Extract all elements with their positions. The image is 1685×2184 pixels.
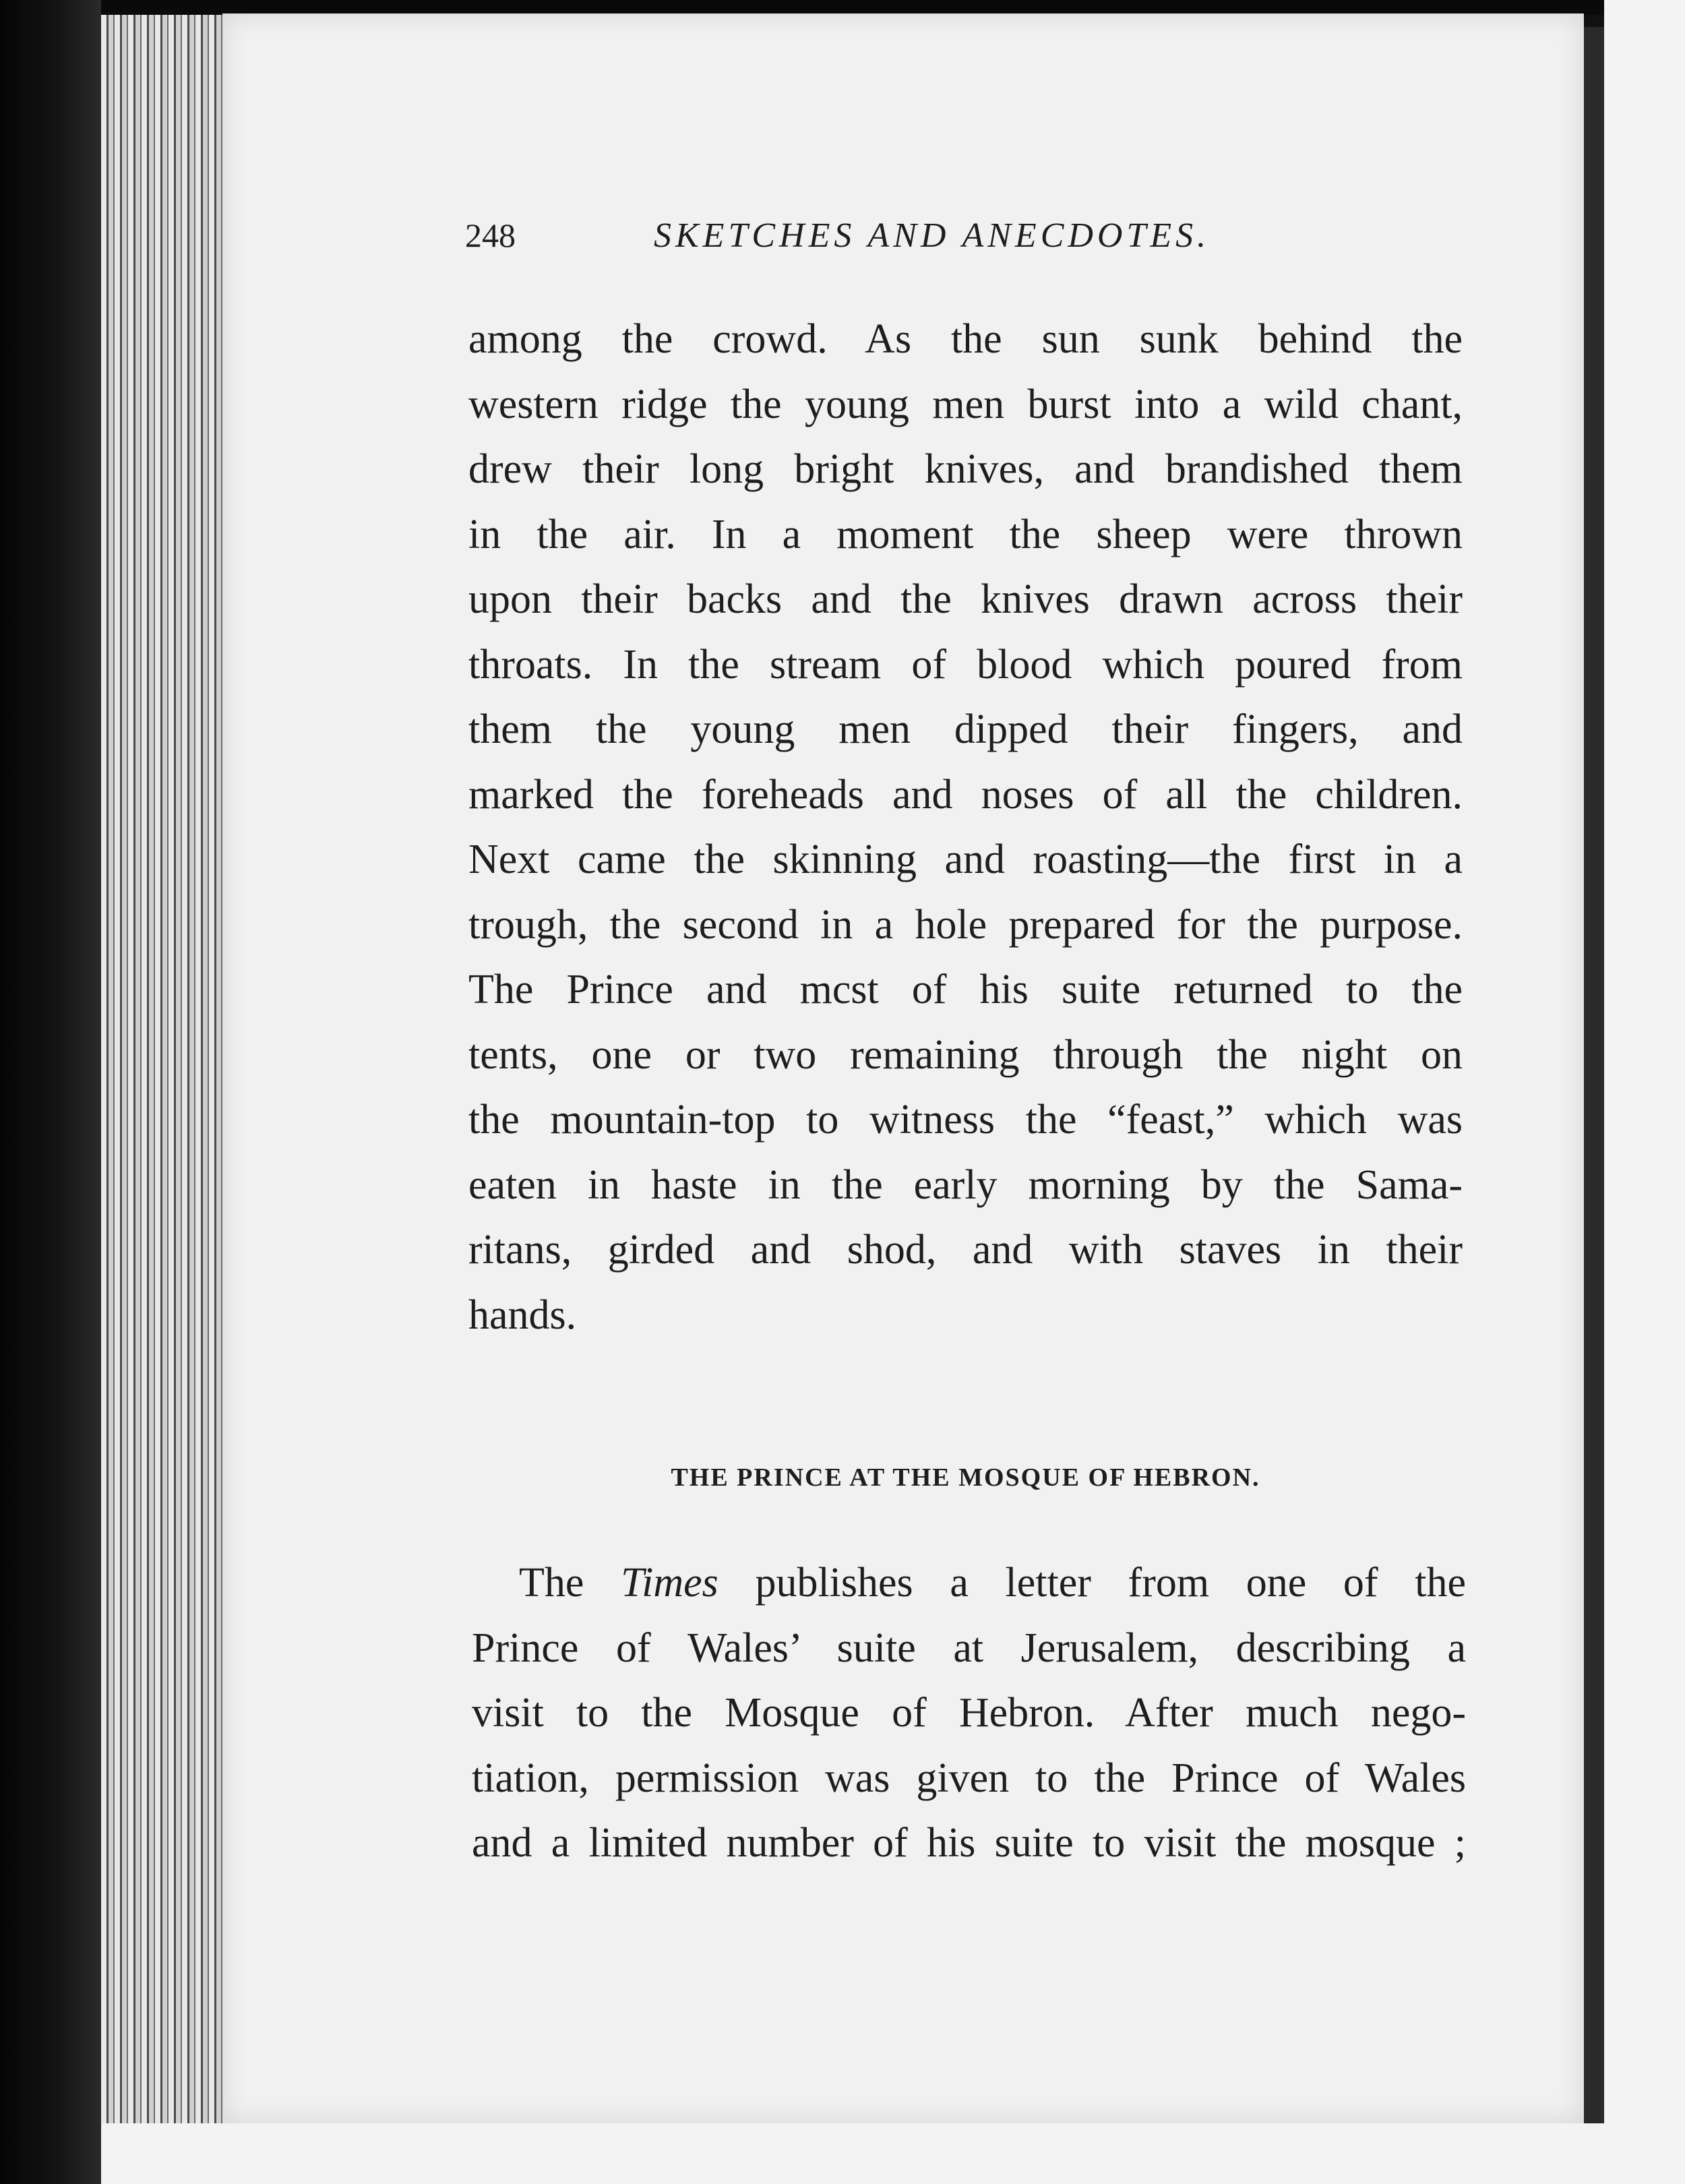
text-line: trough, the second in a hole prepared for the purpose.: [468, 901, 1463, 948]
first-line-before: The: [519, 1560, 621, 1606]
page-gutter-right: [1584, 27, 1604, 2123]
text-line: among the crowd. As the sun sunk behind the: [468, 316, 1463, 362]
text-line: Prince of Wales’ suite at Jerusalem, describing a: [472, 1625, 1466, 1671]
passage-2: [472, 1550, 1466, 1876]
scan-border-top: [101, 0, 1685, 15]
facing-page-edge: [1604, 0, 1685, 2184]
passage-1: [468, 307, 1463, 1347]
running-title: SKETCHES AND ANECDOTES.: [654, 216, 1211, 255]
text-line: tents, one or two remaining through the night on: [468, 1031, 1463, 1078]
text-line: them the young men dipped their fingers, and: [468, 706, 1463, 752]
text-line: in the air. In a moment the sheep were thrown: [468, 511, 1463, 557]
running-head: [465, 216, 1267, 263]
scan-border-bottom: [101, 2123, 1685, 2184]
text-line: ritans, girded and shod, and with staves in their: [468, 1227, 1463, 1273]
text-line: and a limited number of his suite to visit the mosque ;: [472, 1820, 1466, 1866]
page-edges: [101, 13, 236, 2130]
text-line: tiation, permission was given to the Prince of Wales: [472, 1755, 1466, 1801]
text-line: the mountain-top to witness the “feast,” which was: [468, 1097, 1463, 1143]
text-line: The Prince and mcst of his suite returned to the: [468, 967, 1463, 1012]
text-line: visit to the Mosque of Hebron. After much nego-: [472, 1690, 1466, 1736]
text-line: eaten in haste in the early morning by the Sama-: [468, 1161, 1463, 1208]
text-line: western ridge the young men burst into a wild chant,: [468, 381, 1463, 427]
page-number: 248: [465, 216, 516, 254]
text-line: drew their long bright knives, and brandished them: [468, 446, 1463, 492]
text-line: upon their backs and the knives drawn across their: [468, 576, 1463, 622]
text-line: throats. In the stream of blood which poured from: [468, 641, 1463, 688]
first-line-after: publishes a letter from one of the: [718, 1560, 1466, 1606]
section-heading: THE PRINCE AT THE MOSQUE OF HEBRON.: [671, 1463, 1260, 1492]
text-line: Next came the skinning and roasting—the first in a: [468, 837, 1463, 882]
text-line: marked the foreheads and noses of all the children.: [468, 771, 1463, 818]
text-line: hands.: [468, 1292, 577, 1338]
text-line-first: [472, 1550, 1466, 1616]
book-binding: [0, 0, 101, 2184]
newspaper-title: Times: [621, 1560, 718, 1606]
